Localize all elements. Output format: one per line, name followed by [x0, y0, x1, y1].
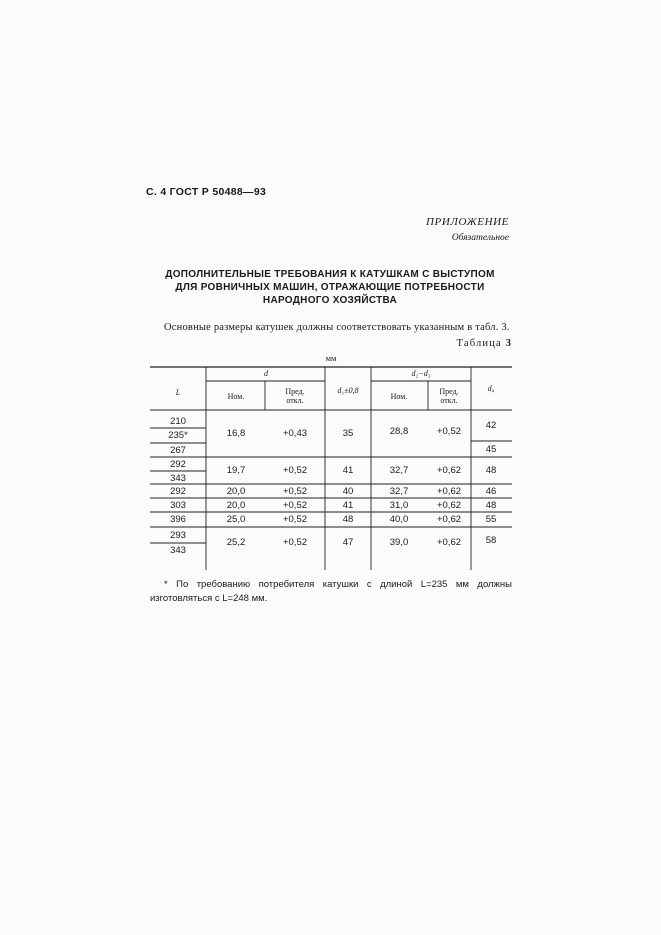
footnote: * По требованию потребителя катушки с длиной L=235 мм должны изготовляться с L=248 мм. [150, 579, 512, 604]
cell-L: 396 [170, 514, 186, 525]
cell-d4: 46 [485, 486, 497, 497]
table-label: Таблица [456, 338, 502, 349]
cell-d1: 41 [342, 500, 354, 511]
table-number: 3 [505, 338, 511, 349]
intro-paragraph: Основные размеры катушек должны соответствовать указанным в табл. 3. [164, 322, 510, 333]
appendix-title: ПРИЛОЖЕНИЕ [426, 216, 509, 228]
cell-d: 20,0 [226, 486, 246, 497]
cell-L: 235* [168, 430, 188, 441]
cell-L: 267 [170, 445, 186, 456]
cell-d4: 48 [485, 465, 497, 476]
cell-d: 16,8 [226, 428, 246, 439]
cell-L: 303 [170, 500, 186, 511]
cell-d4: 45 [485, 444, 497, 455]
header-d2-tol: Пред. откл. [439, 387, 459, 405]
header-d1: d₁±0,8 [337, 386, 359, 395]
cell-L: 293 [170, 530, 186, 541]
cell-d4: 55 [485, 514, 497, 525]
cell-d4: 48 [485, 500, 497, 511]
cell-d2-tol: +0,62 [436, 500, 462, 511]
cell-d2-tol: +0,62 [436, 486, 462, 497]
cell-d2-tol: +0,62 [436, 514, 462, 525]
header-d2-nom: Ном. [390, 392, 408, 401]
cell-L: 292 [170, 486, 186, 497]
cell-d2: 40,0 [389, 514, 409, 525]
appendix-subtitle: Обязательное [451, 233, 509, 243]
title-line: ДЛЯ РОВНИЧНЫХ МАШИН, ОТРАЖАЮЩИЕ ПОТРЕБНОСТИ [175, 282, 485, 293]
header-L: L [175, 388, 181, 397]
header-d4: d₄ [487, 384, 495, 393]
cell-d: 25,0 [226, 514, 246, 525]
cell-d1: 47 [342, 537, 354, 548]
title-line: ДОПОЛНИТЕЛЬНЫЕ ТРЕБОВАНИЯ К КАТУШКАМ С ВЫСТУПОМ [165, 269, 495, 280]
cell-d2: 31,0 [389, 500, 409, 511]
cell-d-tol: +0,43 [282, 428, 308, 439]
cell-d4: 58 [485, 535, 497, 546]
cell-d-tol: +0,52 [282, 465, 308, 476]
cell-d-tol: +0,52 [282, 514, 308, 525]
cell-d2: 32,7 [389, 486, 409, 497]
cell-d1: 35 [342, 428, 354, 439]
cell-d2-tol: +0,62 [436, 537, 462, 548]
cell-d: 20,0 [226, 500, 246, 511]
cell-d-tol: +0,52 [282, 500, 308, 511]
header-d-nom: Ном. [227, 392, 245, 401]
cell-d: 19,7 [226, 465, 246, 476]
cell-L: 210 [170, 416, 186, 427]
cell-d1: 48 [342, 514, 354, 525]
cell-d2-tol: +0,52 [436, 426, 462, 437]
header-d: d [264, 369, 268, 378]
cell-d4: 42 [485, 420, 497, 431]
unit-label: мм [325, 353, 337, 363]
cell-d1: 41 [342, 465, 354, 476]
cell-d2: 28,8 [389, 426, 409, 437]
cell-d2: 32,7 [389, 465, 409, 476]
title-line: НАРОДНОГО ХОЗЯЙСТВА [262, 295, 398, 306]
cell-d2-tol: +0,62 [436, 465, 462, 476]
cell-L: 292 [170, 459, 186, 470]
page-header: С. 4 ГОСТ Р 50488—93 [146, 186, 267, 198]
header-d-tol: Пред. откл. [285, 387, 305, 405]
cell-d-tol: +0,52 [282, 486, 308, 497]
cell-L: 343 [170, 473, 186, 484]
cell-d2: 39,0 [389, 537, 409, 548]
header-d2-d3: d₂−d₃ [411, 369, 431, 378]
cell-d: 25,2 [226, 537, 246, 548]
cell-d1: 40 [342, 486, 354, 497]
cell-d-tol: +0,52 [282, 537, 308, 548]
cell-L: 343 [170, 545, 186, 556]
